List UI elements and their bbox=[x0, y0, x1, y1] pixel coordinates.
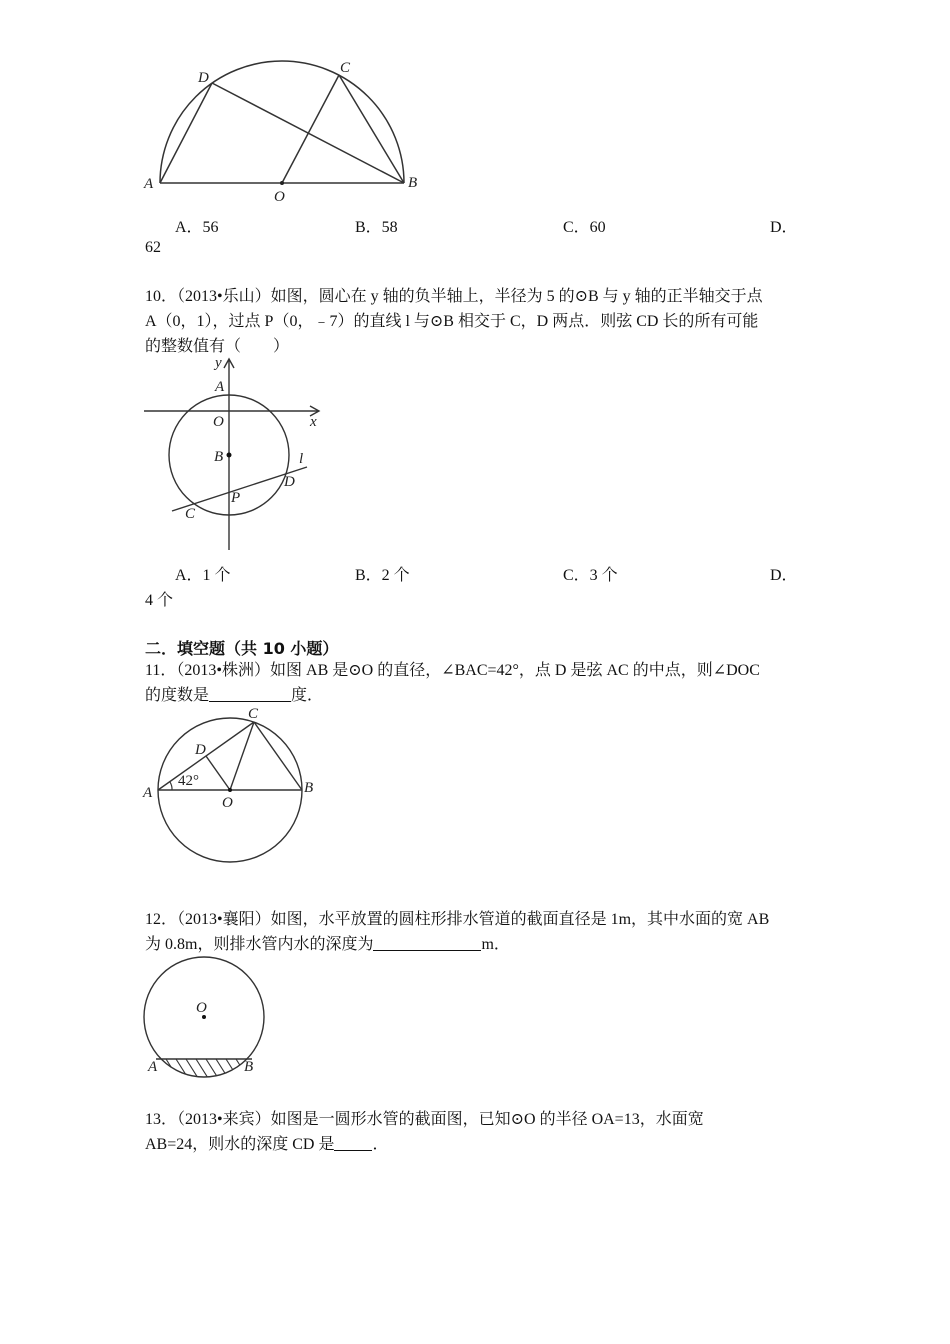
q13-line2-prefix: AB=24，则水的深度 CD 是 bbox=[145, 1136, 335, 1153]
q10-label-x: x bbox=[310, 414, 317, 430]
q10-label-o: O bbox=[213, 414, 224, 430]
q10-label-y: y bbox=[215, 355, 222, 371]
q11-line2-prefix: 的度数是 bbox=[145, 687, 210, 704]
q10-question-line3: 的整数值有（ ） bbox=[145, 338, 290, 355]
q11-label-o: O bbox=[222, 795, 233, 811]
q11-line2-suffix: 度． bbox=[291, 687, 324, 704]
q11-answer-blank bbox=[209, 685, 291, 702]
q10-option-c: C．3 个 bbox=[563, 567, 618, 584]
q13-line2-suffix: ． bbox=[372, 1136, 389, 1153]
q9-segment-oc bbox=[282, 75, 339, 183]
q11-question-line1: 11．（2013•株洲）如图 AB 是⊙O 的直径，∠BAC=42°，点 D 是弦 AC 的中点，则∠DOC bbox=[145, 662, 760, 679]
q10-option-b: B．2 个 bbox=[355, 567, 410, 584]
q9-label-d: D bbox=[198, 70, 209, 86]
q12-answer-blank bbox=[373, 934, 481, 951]
q12-question-line1: 12．（2013•襄阳）如图，水平放置的圆柱形排水管道的截面直径是 1m，其中水面的宽 AB bbox=[145, 911, 770, 928]
q9-option-c: C．60 bbox=[563, 219, 606, 236]
q10-label-a: A bbox=[215, 379, 225, 395]
q9-figure bbox=[140, 50, 440, 210]
q9-option-d: D． bbox=[770, 219, 798, 236]
q10-label-b: B bbox=[214, 449, 224, 465]
q12-label-o: O bbox=[196, 1000, 207, 1016]
q13-answer-blank bbox=[334, 1134, 372, 1151]
q9-chord-ad bbox=[160, 83, 212, 183]
q11-center-dot bbox=[228, 788, 232, 792]
q11-segment-oc bbox=[230, 722, 254, 790]
q10-label-d: D bbox=[284, 474, 295, 490]
q11-label-d: D bbox=[195, 742, 206, 758]
q11-figure bbox=[140, 702, 330, 862]
q12-line2-suffix: m． bbox=[481, 936, 510, 953]
q10-label-l: l bbox=[299, 451, 304, 467]
q9-label-c: C bbox=[340, 60, 351, 76]
q10-center-b-dot bbox=[227, 453, 232, 458]
q11-label-a: A bbox=[143, 785, 153, 801]
section-2-heading: 二．填空题（共 10 小题） bbox=[145, 639, 339, 658]
q12-label-b: B bbox=[244, 1059, 254, 1075]
q9-option-a: A．56 bbox=[175, 219, 219, 236]
q13-question-line1: 13．（2013•来宾）如图是一圆形水管的截面图，已知⊙O 的半径 OA=13，水面宽 bbox=[145, 1111, 704, 1128]
q9-label-o: O bbox=[274, 189, 285, 205]
q9-label-b: B bbox=[408, 175, 418, 191]
q11-chord-cb bbox=[254, 722, 302, 790]
q10-option-d: D． bbox=[770, 567, 798, 584]
q11-label-angle: 42° bbox=[178, 773, 199, 789]
q10-option-d-value: 4 个 bbox=[145, 592, 174, 609]
q12-figure bbox=[140, 954, 300, 1094]
q11-segment-od bbox=[206, 756, 230, 790]
q10-figure bbox=[140, 355, 340, 555]
q13-question-line2 bbox=[145, 1133, 389, 1157]
q9-option-d-value: 62 bbox=[145, 239, 161, 256]
q10-option-a: A．1 个 bbox=[175, 567, 231, 584]
q10-label-p: P bbox=[231, 490, 241, 506]
q11-label-b: B bbox=[304, 780, 314, 796]
q10-question-line1: 10．（2013•乐山）如图，圆心在 y 轴的负半轴上，半径为 5 的⊙B 与 y 轴的正半轴交于点 bbox=[145, 288, 763, 305]
q10-label-c: C bbox=[185, 506, 196, 522]
q9-option-b: B．58 bbox=[355, 219, 398, 236]
q12-label-a: A bbox=[148, 1059, 158, 1075]
q11-angle-arc bbox=[170, 782, 172, 790]
q10-question-line2: A（0，1），过点 P（0，﹣7）的直线 l 与⊙B 相交于 C，D 两点．则弦 CD 长的所有可能 bbox=[145, 313, 759, 330]
q12-line2-prefix: 为 0.8m，则排水管内水的深度为 bbox=[145, 936, 374, 953]
q9-label-a: A bbox=[144, 176, 154, 192]
q9-center-dot bbox=[280, 181, 284, 185]
q11-label-c: C bbox=[248, 706, 259, 722]
